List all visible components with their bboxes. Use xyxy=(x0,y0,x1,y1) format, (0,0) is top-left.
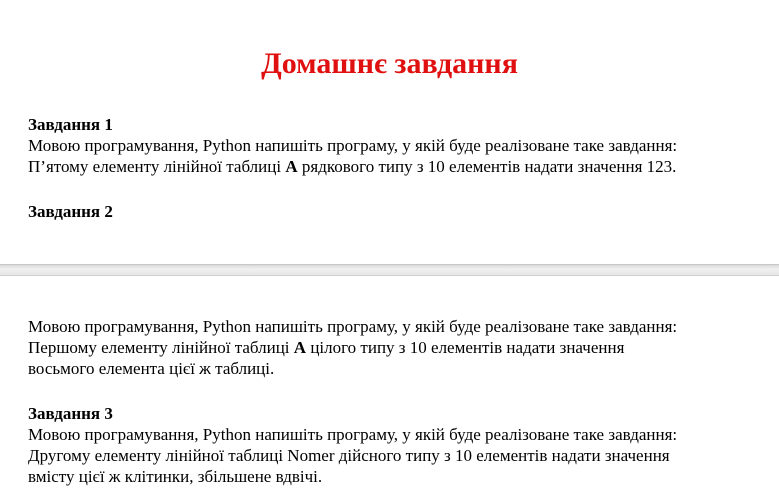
task-1-text-line-1: Мовою програмування, Python напишіть програму, у якій буде реалізоване таке завдання: xyxy=(28,136,678,155)
task-1-line-2-start: П’ятому елементу лінійної таблиці xyxy=(28,157,286,176)
task-1-line-2-end: рядкового типу з 10 елементів надати значення 123. xyxy=(297,157,677,176)
task-1-heading: Завдання 1 xyxy=(28,115,113,134)
task-2-line-2-end: цілого типу з 10 елементів надати значення xyxy=(306,338,625,357)
document-title: Домашнє завдання xyxy=(261,47,518,80)
table-name-a: А xyxy=(285,157,298,176)
task-2-heading: Завдання 2 xyxy=(28,202,113,221)
task-2-text-line-3: восьмого елемента цієї ж таблиці. xyxy=(28,359,275,378)
task-2-line-2-start: Першому елементу лінійної таблиці xyxy=(28,338,294,357)
task-3-heading: Завдання 3 xyxy=(28,404,113,423)
task-2-text-line-1: Мовою програмування, Python напишіть програму, у якій буде реалізоване таке завдання: xyxy=(28,317,678,336)
task-3-text-line-3: вмісту цієї ж клітинки, збільшене вдвічі. xyxy=(28,467,323,486)
task-1-text-line-2 xyxy=(28,156,676,177)
table-name-a: А xyxy=(293,338,307,357)
task-2-text-line-2 xyxy=(28,337,624,358)
task-3-text-line-1: Мовою програмування, Python напишіть програму, у якій буде реалізоване таке завдання: xyxy=(28,425,678,444)
task-3-text-line-2: Другому елементу лінійної таблиці Nomer дійсного типу з 10 елементів надати значення xyxy=(28,446,670,465)
page-break-divider xyxy=(0,264,779,276)
